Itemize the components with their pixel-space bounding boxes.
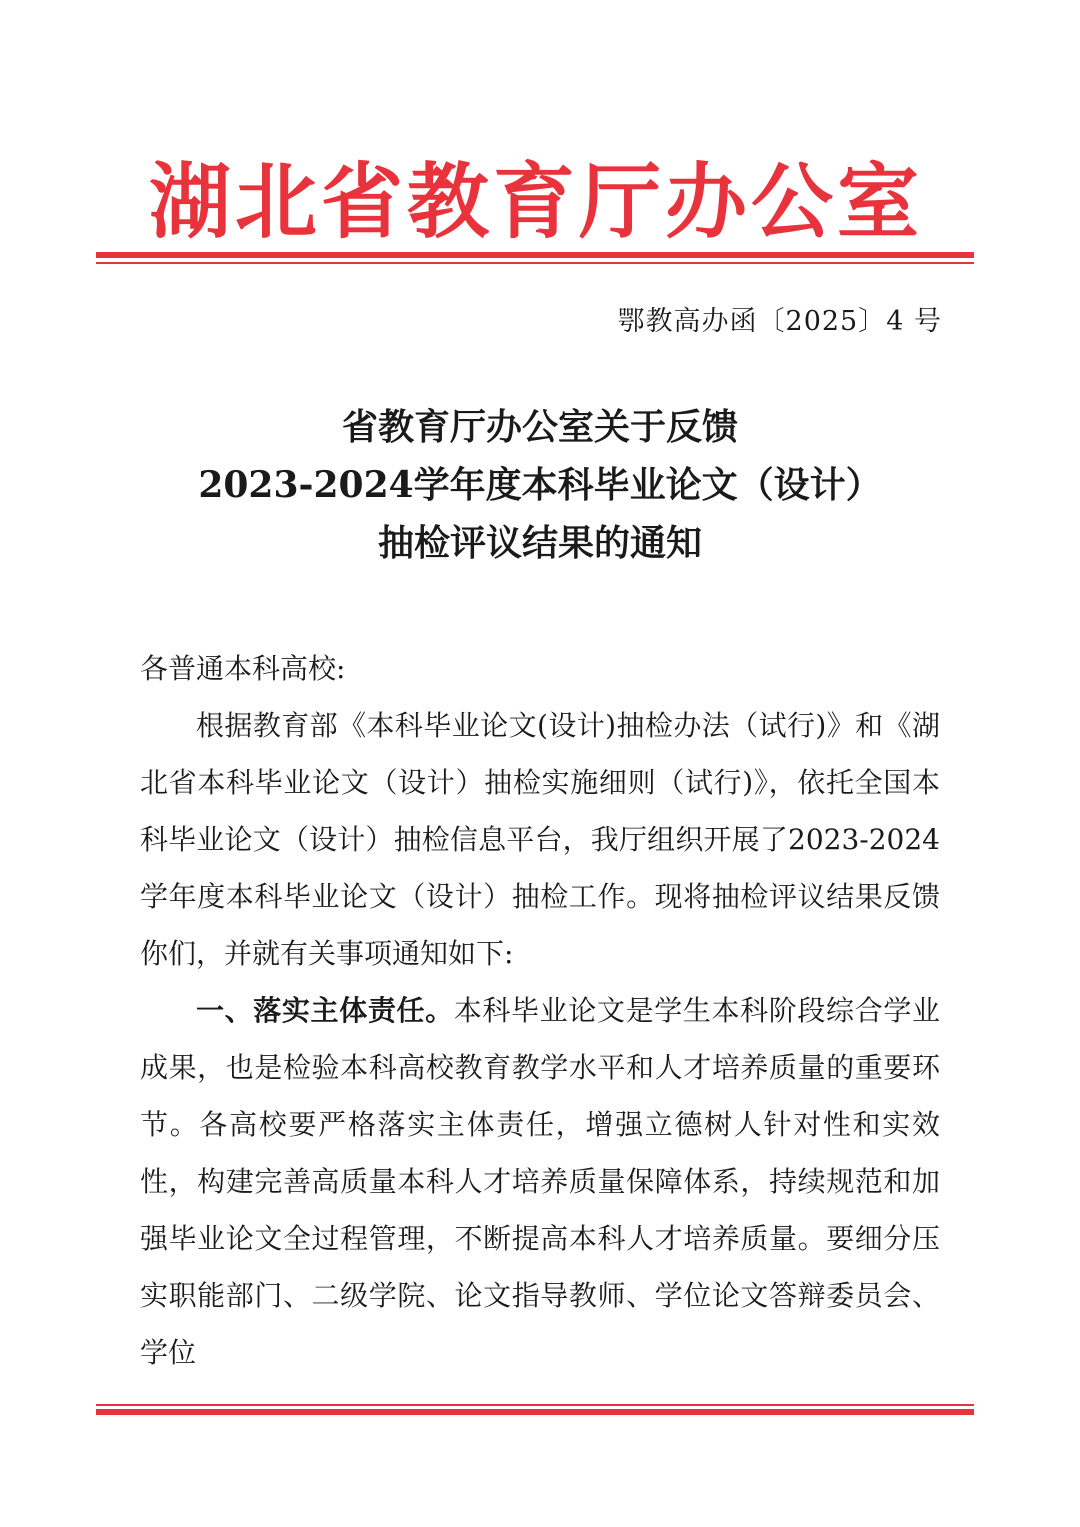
bottom-red-rule-thick [96, 1409, 974, 1415]
top-red-rule-thin [96, 262, 974, 264]
document-title [96, 398, 984, 572]
issuer-header: 湖北省教育厅办公室 [148, 154, 923, 250]
bottom-red-rule [96, 1404, 974, 1418]
section-1-heading: 一、落实主体责任。 [196, 994, 454, 1027]
top-red-rule [96, 252, 974, 266]
title-line-3: 抽检评议结果的通知 [377, 522, 702, 564]
paragraph-intro: 根据教育部《本科毕业论文(设计)抽检办法（试行)》和《湖北省本科毕业论文（设计）抽检实施细则（试行)》，依托全国本科毕业论文（设计）抽检信息平台，我厅组织开展了2023-2024学年度本科毕业论文（设计）抽检工作。现将抽检评议结果反馈你们，并就有关事项通知如下: [140, 709, 940, 970]
top-red-rule-thick [96, 252, 974, 258]
title-line-1: 省教育厅办公室关于反馈 [341, 406, 738, 448]
document-number: 鄂教高办函〔2025〕4 号 [617, 306, 942, 337]
addressee: 各普通本科高校: [140, 652, 346, 685]
bottom-red-rule-thin [96, 1404, 974, 1406]
section-1-text: 本科毕业论文是学生本科阶段综合学业成果，也是检验本科高校教育教学水平和人才培养质量的重要环节。各高校要严格落实主体责任，增强立德树人针对性和实效性，构建完善高质量本科人才培养质量保障体系，持续规范和加强毕业论文全过程管理，不断提高本科人才培养质量。要细分压实职能部门、二级学院、论文指导教师、学位论文答辩委员会、学位 [140, 994, 940, 1369]
paragraph-section-1 [140, 982, 940, 1381]
document-body [140, 640, 940, 1381]
title-line-2: 2023-2024学年度本科毕业论文（设计） [198, 464, 882, 506]
